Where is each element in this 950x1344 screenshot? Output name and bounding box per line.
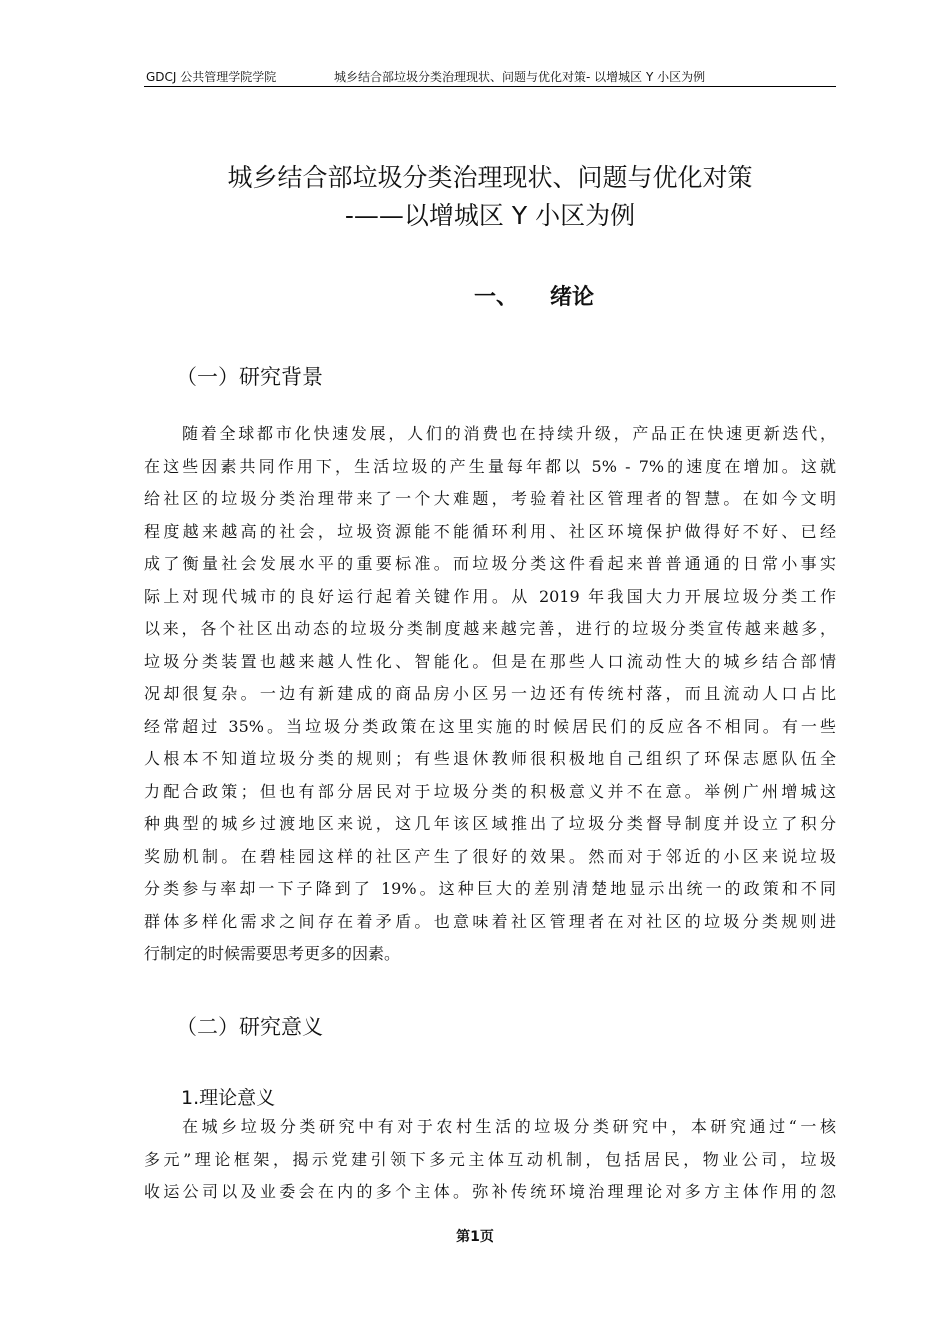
paragraph-line: 成了衡量社会发展水平的重要标准。而垃圾分类这件看起来普普通通的日常小事实 (144, 554, 836, 573)
paragraph-line: 多元”理论框架，揭示党建引领下多元主体互动机制，包括居民，物业公司，垃圾 (144, 1149, 836, 1169)
document-subtitle: -——以增城区 Y 小区为例 (344, 201, 636, 230)
paragraph-line: 分类参与率却一下子降到了 19%。这种巨大的差别清楚地显示出统一的政策和不同 (144, 879, 836, 898)
paragraph-line: 给社区的垃圾分类治理带来了一个大难题，考验着社区管理者的智慧。在如今文明 (144, 489, 836, 508)
document-title: 城乡结合部垃圾分类治理现状、问题与优化对策 (227, 163, 753, 192)
paragraph-line: 垃圾分类装置也越来越人性化、智能化。但是在那些人口流动性大的城乡结合部情 (144, 651, 836, 671)
theory-paragraph (144, 1111, 836, 1209)
chapter-number: 一、 (474, 285, 519, 310)
page-header (144, 68, 836, 87)
paragraph-line: 种典型的城乡过渡地区来说，这几年该区域推出了垃圾分类督导制度并设立了积分 (144, 814, 836, 833)
header-school: GDCJ 公共管理学院学院 (146, 70, 277, 84)
page-number: 第1页 (456, 1229, 494, 1245)
paragraph-line: 况却很复杂。一边有新建成的商品房小区另一边还有传统村落，而且流动人口占比 (144, 684, 836, 703)
paragraph-line: 奖励机制。在碧桂园这样的社区产生了很好的效果。然而对于邻近的小区来说垃圾 (144, 846, 836, 866)
header-running-title: 城乡结合部垃圾分类治理现状、问题与优化对策- 以增城区 Y 小区为例 (334, 70, 706, 84)
paragraph-line: 在城乡垃圾分类研究中有对于农村生活的垃圾分类研究中，本研究通过“一核 (182, 1117, 836, 1136)
chapter-heading (474, 281, 594, 315)
section-heading-significance: （二）研究意义 (176, 1015, 323, 1039)
paragraph-line: 经常超过 35%。当垃圾分类政策在这里实施的时候居民们的反应各不相同。有一些 (144, 716, 836, 736)
background-paragraph (144, 418, 836, 971)
paragraph-line: 随着全球都市化快速发展，人们的消费也在持续升级，产品正在快速更新迭代， (182, 424, 836, 443)
paragraph-line: 力配合政策；但也有部分居民对于垃圾分类的积极意义并不在意。举例广州增城这 (144, 781, 836, 801)
paragraph-line: 人根本不知道垃圾分类的规则；有些退休教师很积极地自己组织了环保志愿队伍全 (144, 749, 836, 768)
paragraph-line: 群体多样化需求之间存在着矛盾。也意味着社区管理者在对社区的垃圾分类规则进 (144, 911, 836, 931)
paragraph-line: 行制定的时候需要思考更多的因素。 (144, 944, 401, 963)
subsection-heading-theory: 1.理论意义 (181, 1087, 276, 1109)
chapter-title: 绪论 (550, 285, 595, 310)
paragraph-line: 在这些因素共同作用下，生活垃圾的产生量每年都以 5% - 7%的速度在增加。这就 (144, 456, 836, 476)
paragraph-line: 收运公司以及业委会在内的多个主体。弥补传统环境治理理论对多方主体作用的忽 (144, 1182, 836, 1201)
paragraph-line: 以来，各个社区出动态的垃圾分类制度越来越完善，进行的垃圾分类宣传越来越多， (144, 619, 836, 638)
paragraph-line: 际上对现代城市的良好运行起着关键作用。从 2019 年我国大力开展垃圾分类工作 (144, 586, 836, 606)
section-heading-background: （一）研究背景 (176, 365, 323, 389)
paragraph-line: 程度越来越高的社会，垃圾资源能不能循环利用、社区环境保护做得好不好、已经 (144, 521, 836, 541)
